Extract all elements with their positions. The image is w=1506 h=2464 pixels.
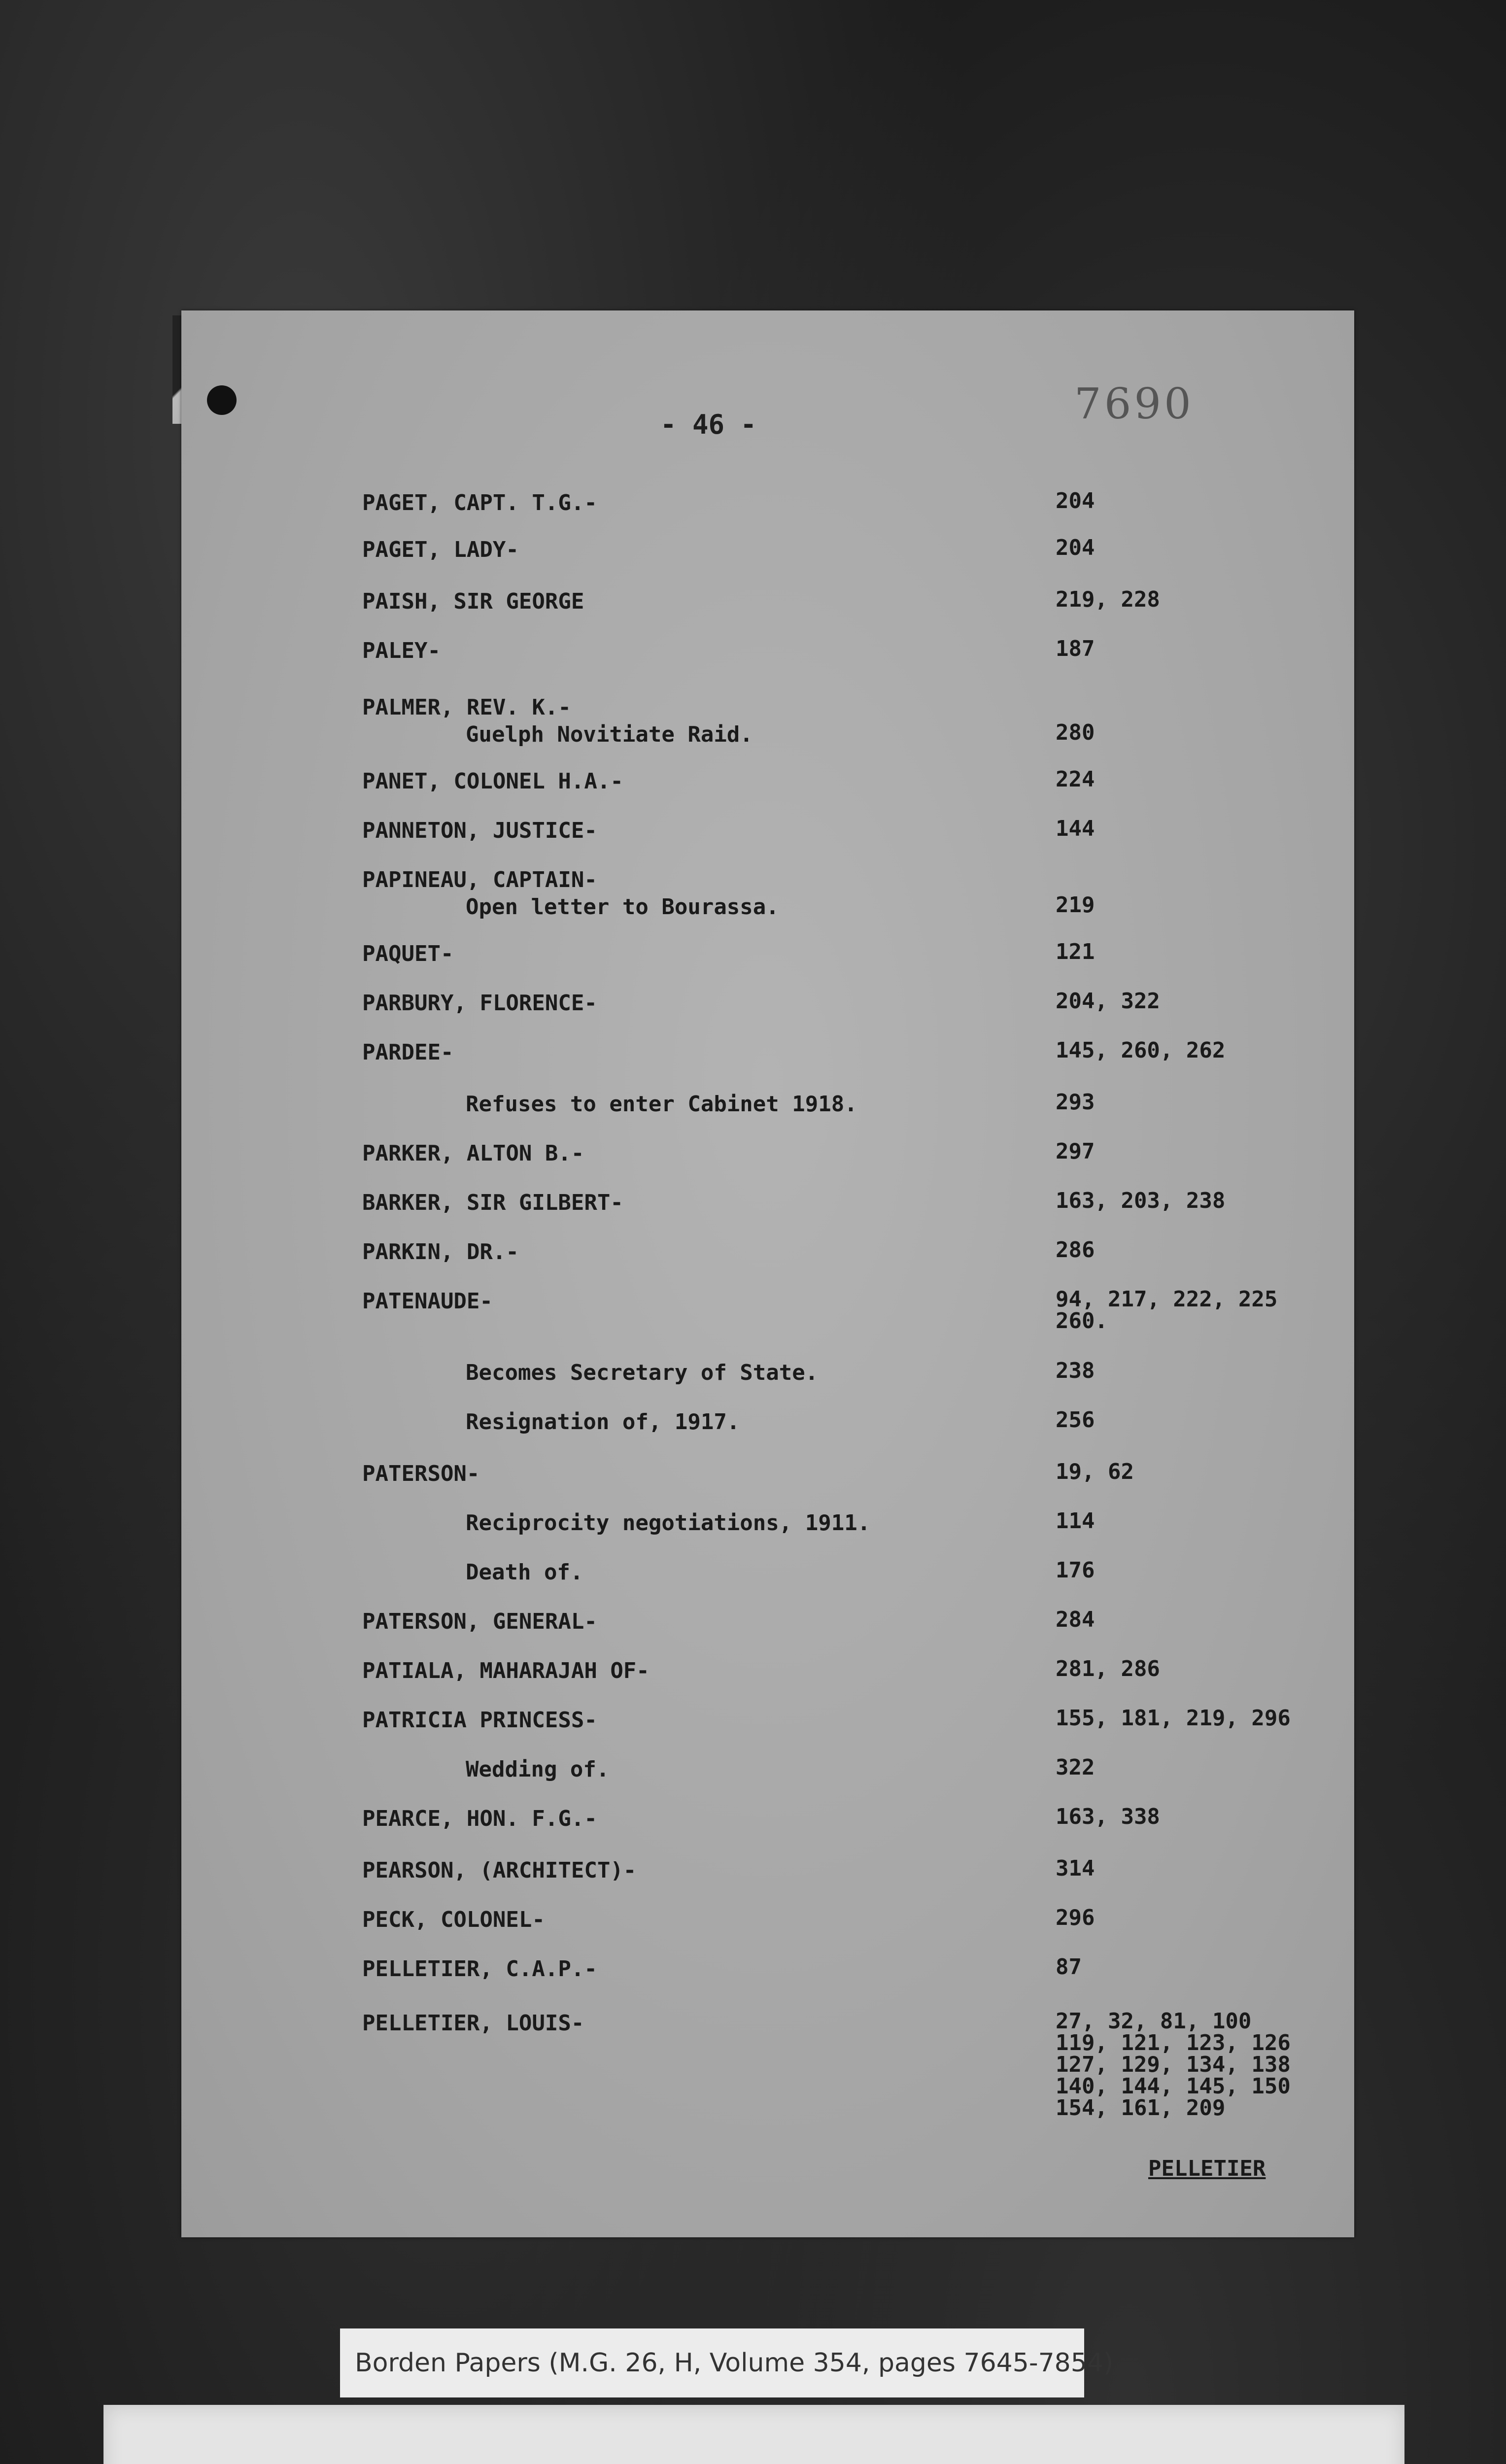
index-entry-pages: 163, 203, 238	[1056, 1188, 1226, 1213]
index-entry-pages: 296	[1056, 1905, 1095, 1930]
index-entry-pages: 204	[1056, 535, 1095, 560]
index-entry-name: Reciprocity negotiations, 1911.	[466, 1510, 871, 1536]
stamp-number: 7690	[1074, 379, 1194, 429]
index-entry-name: Open letter to Bourassa.	[466, 894, 779, 920]
index-entry-name: Resignation of, 1917.	[466, 1409, 740, 1435]
index-entry-name: PAGET, LADY-	[362, 537, 519, 562]
index-entry-pages: 322	[1056, 1755, 1095, 1780]
index-entry-name: BARKER, SIR GILBERT-	[362, 1190, 623, 1215]
index-entry-pages: 145, 260, 262	[1056, 1038, 1226, 1063]
archive-card	[103, 2405, 1404, 2464]
index-entry-pages: 281, 286	[1056, 1656, 1160, 1681]
index-entry-pages: 19, 62	[1056, 1459, 1134, 1484]
index-entry-pages: 163, 338	[1056, 1804, 1160, 1829]
index-entry-name: Death of.	[466, 1560, 583, 1585]
index-entry-pages: 144	[1056, 816, 1095, 841]
index-entry-name: Becomes Secretary of State.	[466, 1360, 819, 1385]
index-entry-name: PANET, COLONEL H.A.-	[362, 769, 623, 794]
index-entry-pages: 176	[1056, 1558, 1095, 1583]
index-entry-name: PECK, COLONEL-	[362, 1907, 545, 1932]
index-entry-name: PARKIN, DR.-	[362, 1239, 519, 1265]
index-entry-pages: 114	[1056, 1508, 1095, 1534]
index-entry-name: PARBURY, FLORENCE-	[362, 991, 597, 1016]
index-entry-name: PALMER, REV. K.-	[362, 695, 571, 720]
index-entry-name: Wedding of.	[466, 1757, 610, 1782]
index-entry-pages: 219	[1056, 892, 1095, 918]
index-entry-pages: 280	[1056, 720, 1095, 745]
index-entry-name: PARKER, ALTON B.-	[362, 1141, 584, 1166]
index-entry-pages: 293	[1056, 1090, 1095, 1115]
index-entry-name: PATERSON, GENERAL-	[362, 1609, 597, 1634]
index-entry-pages: 256	[1056, 1407, 1095, 1433]
index-entry-name: Guelph Novitiate Raid.	[466, 722, 753, 747]
index-entry-name: PATIALA, MAHARAJAH OF-	[362, 1658, 650, 1683]
index-entry-name: Refuses to enter Cabinet 1918.	[466, 1092, 857, 1117]
index-entry-pages: 87	[1056, 1954, 1082, 1980]
index-entry-name: PARDEE-	[362, 1040, 454, 1065]
index-entry-name: PELLETIER, LOUIS-	[362, 2011, 584, 2036]
index-entry-pages: 204, 322	[1056, 989, 1160, 1014]
index-entry-pages: 155, 181, 219, 296	[1056, 1706, 1291, 1731]
continuation-word: PELLETIER	[1148, 2156, 1266, 2181]
index-entry-name: PATRICIA PRINCESS-	[362, 1708, 597, 1733]
index-entry-name: PATENAUDE-	[362, 1289, 493, 1314]
index-entry-name: PAQUET-	[362, 941, 454, 966]
index-entry-pages: 314	[1056, 1856, 1095, 1881]
reference-label: Borden Papers (M.G. 26, H, Volume 354, pages 7645-7854)	[340, 2328, 1084, 2397]
index-entry-pages: 284	[1056, 1607, 1095, 1632]
index-entry-pages: 219, 228	[1056, 587, 1160, 612]
index-entry-pages: 204	[1056, 488, 1095, 513]
index-entry-name: PEARCE, HON. F.G.-	[362, 1806, 597, 1831]
index-entry-pages: 297	[1056, 1139, 1095, 1164]
index-entry-name: PATERSON-	[362, 1461, 480, 1486]
index-entry-pages: 94, 217, 222, 225 260.	[1056, 1287, 1278, 1334]
punch-hole	[207, 385, 237, 415]
index-entry-pages: 121	[1056, 939, 1095, 964]
index-entry-name: PALEY-	[362, 638, 441, 663]
index-entry-name: PAPINEAU, CAPTAIN-	[362, 867, 597, 892]
index-entry-name: PELLETIER, C.A.P.-	[362, 1956, 597, 1982]
index-entry-pages: 187	[1056, 636, 1095, 661]
index-entry-pages: 224	[1056, 767, 1095, 792]
index-entry-name: PAISH, SIR GEORGE	[362, 589, 584, 614]
index-entry-pages: 27, 32, 81, 100 119, 121, 123, 126 127, 129, 134, 138 140, 144, 145, 150 154, 161, 209	[1056, 2009, 1291, 2121]
index-entry-name: PEARSON, (ARCHITECT)-	[362, 1858, 637, 1883]
page-number: - 46 -	[660, 409, 757, 440]
index-entry-name: PAGET, CAPT. T.G.-	[362, 490, 597, 515]
index-entry-pages: 286	[1056, 1237, 1095, 1263]
index-entry-name: PANNETON, JUSTICE-	[362, 818, 597, 843]
document-page	[181, 310, 1354, 2237]
index-entry-pages: 238	[1056, 1358, 1095, 1383]
